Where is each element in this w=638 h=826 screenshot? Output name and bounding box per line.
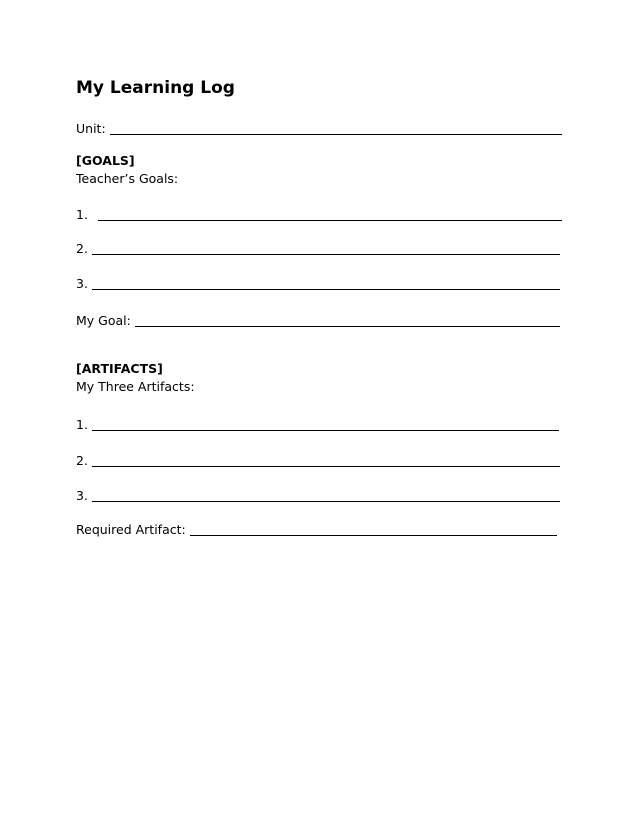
unit-field[interactable] xyxy=(76,117,562,137)
teacher-goal-2-field[interactable] xyxy=(76,237,560,257)
required-artifact-label: Required Artifact: xyxy=(76,522,186,537)
my-goal-label: My Goal: xyxy=(76,313,131,328)
goal-2-blank-line[interactable] xyxy=(92,240,560,255)
required-artifact-field[interactable] xyxy=(76,518,557,538)
goal-3-blank-line[interactable] xyxy=(92,275,560,290)
unit-blank-line[interactable] xyxy=(110,120,562,135)
teacher-goal-3-field[interactable] xyxy=(76,272,560,292)
artifact-1-label: 1. xyxy=(76,417,88,432)
teachers-goals-label: Teacher’s Goals: xyxy=(76,171,179,186)
goals-heading: [GOALS] xyxy=(76,153,135,168)
artifacts-heading: [ARTIFACTS] xyxy=(76,361,163,376)
artifact-1-blank-line[interactable] xyxy=(92,416,559,431)
artifact-2-blank-line[interactable] xyxy=(92,452,560,467)
teacher-goal-1-field[interactable] xyxy=(76,203,562,223)
artifact-2-label: 2. xyxy=(76,453,88,468)
my-goal-field[interactable] xyxy=(76,309,560,329)
my-three-artifacts-label: My Three Artifacts: xyxy=(76,379,195,394)
goal-2-label: 2. xyxy=(76,241,88,256)
goal-1-label: 1. xyxy=(76,207,88,222)
page-title: My Learning Log xyxy=(76,78,235,98)
goal-3-label: 3. xyxy=(76,276,88,291)
artifact-1-field[interactable] xyxy=(76,413,559,433)
artifact-3-label: 3. xyxy=(76,488,88,503)
my-goal-blank-line[interactable] xyxy=(135,312,560,327)
artifact-3-field[interactable] xyxy=(76,484,560,504)
artifact-2-field[interactable] xyxy=(76,449,560,469)
artifact-3-blank-line[interactable] xyxy=(92,487,560,502)
required-artifact-blank-line[interactable] xyxy=(190,521,557,536)
goal-1-blank-line[interactable] xyxy=(98,206,562,221)
unit-label: Unit: xyxy=(76,121,106,136)
